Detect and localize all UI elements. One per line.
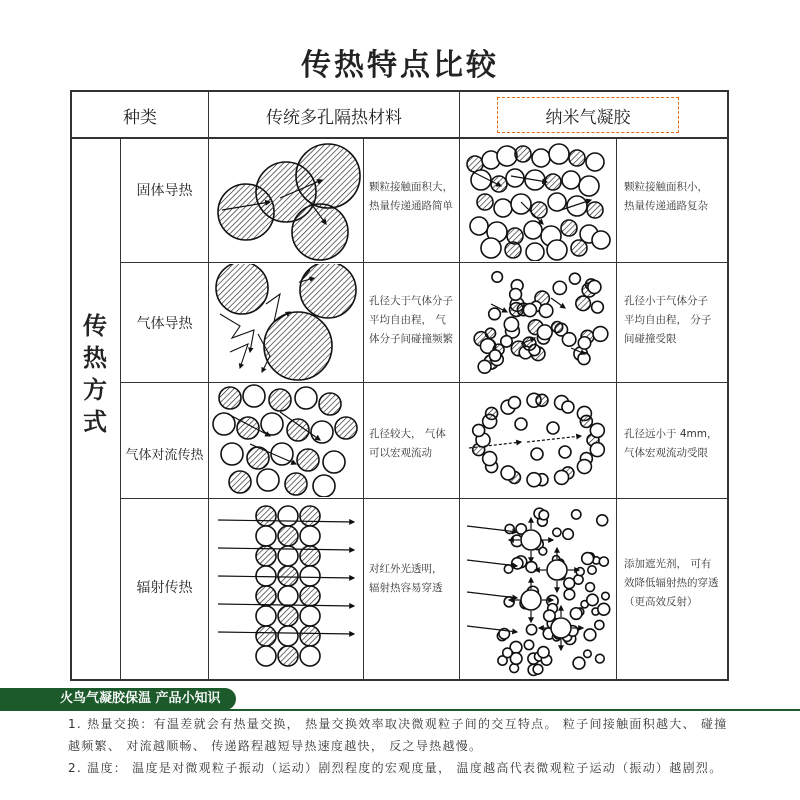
nano-particle bbox=[567, 196, 587, 216]
particle bbox=[256, 626, 276, 646]
small-particle bbox=[524, 640, 533, 649]
nano-particle bbox=[531, 202, 547, 218]
nano-particle bbox=[504, 317, 518, 331]
header-separator bbox=[70, 137, 729, 139]
nano-particle bbox=[569, 273, 580, 284]
trad-desc-radiation bbox=[369, 560, 461, 598]
particle bbox=[229, 471, 251, 493]
small-particle bbox=[584, 629, 596, 641]
nano-particle bbox=[483, 452, 497, 466]
side-char: 方 bbox=[83, 376, 107, 404]
knowledge-banner: 火鸟气凝胶保温 产品小知识 bbox=[0, 688, 236, 710]
small-particle bbox=[503, 648, 512, 657]
particle bbox=[256, 506, 276, 526]
small-particle bbox=[602, 592, 610, 600]
small-particle bbox=[538, 647, 549, 658]
nano-particle bbox=[494, 199, 512, 217]
small-particle bbox=[595, 620, 604, 629]
small-particle bbox=[526, 562, 537, 573]
small-particle bbox=[510, 664, 519, 673]
middle-divider bbox=[459, 138, 460, 680]
small-particle bbox=[576, 568, 584, 576]
particle bbox=[278, 526, 298, 546]
desc-line: 平均自由程， 分子 bbox=[624, 314, 712, 326]
nano-particle bbox=[527, 473, 541, 487]
particle bbox=[297, 449, 319, 471]
particle bbox=[278, 506, 298, 526]
desc-line: 平均自由程， 气 bbox=[369, 314, 446, 326]
particle bbox=[278, 586, 298, 606]
desc-line: 颗粒接触面积大， bbox=[369, 181, 453, 193]
nano-particle bbox=[590, 443, 604, 457]
aero-desc-solid bbox=[624, 178, 728, 216]
particle bbox=[335, 417, 357, 439]
page-title: 传热特点比较 bbox=[301, 48, 499, 83]
aerogel-radiation-illustration bbox=[461, 500, 615, 678]
desc-line: 辐射热容易穿透 bbox=[369, 582, 443, 594]
nano-particle bbox=[547, 240, 567, 260]
nano-particle bbox=[539, 304, 552, 317]
small-particle bbox=[504, 565, 512, 573]
nano-particle bbox=[555, 470, 569, 484]
side-char: 式 bbox=[83, 408, 107, 436]
row-label-solid: 固体导热 bbox=[136, 183, 193, 199]
particle bbox=[256, 566, 276, 586]
opacifier-particle bbox=[521, 530, 541, 550]
nano-particle bbox=[547, 422, 559, 434]
desc-line: 孔径远小于 4mm， bbox=[624, 428, 718, 440]
nano-particle bbox=[492, 272, 503, 283]
desc-line: 孔径大于气体分子 bbox=[369, 295, 453, 307]
desc-line: 孔径较大， 气体 bbox=[369, 428, 446, 440]
aero-desc-gas bbox=[624, 292, 728, 349]
nano-particle bbox=[559, 446, 571, 458]
side-column-divider bbox=[120, 138, 121, 680]
traditional-radiation-illustration bbox=[210, 500, 362, 678]
small-particle bbox=[539, 547, 547, 555]
arrow bbox=[551, 298, 565, 308]
particle bbox=[278, 626, 298, 646]
aero-desc-radiation bbox=[624, 555, 728, 612]
desc-line: 间碰撞受限 bbox=[624, 333, 677, 345]
opacifier-particle bbox=[551, 618, 571, 638]
nano-particle bbox=[571, 240, 587, 256]
header-traditional: 传统多孔隔热材料 bbox=[266, 108, 402, 128]
nano-particle bbox=[549, 144, 569, 164]
nano-particle bbox=[578, 337, 590, 349]
nano-particle bbox=[578, 353, 590, 365]
nano-particle bbox=[523, 337, 536, 350]
nano-particle bbox=[478, 360, 491, 373]
nano-particle bbox=[586, 153, 604, 171]
small-particle bbox=[570, 608, 582, 620]
small-particle bbox=[526, 625, 536, 635]
banner-underline bbox=[0, 709, 800, 711]
small-particle bbox=[539, 510, 548, 519]
nano-particle bbox=[489, 308, 501, 320]
large-particle bbox=[296, 144, 360, 208]
nano-particle bbox=[491, 176, 507, 192]
nano-particle bbox=[562, 333, 575, 346]
nano-particle bbox=[590, 423, 604, 437]
nano-particle bbox=[592, 301, 604, 313]
trad-desc-solid bbox=[369, 178, 461, 216]
small-particle bbox=[573, 657, 585, 669]
nano-particle bbox=[497, 146, 517, 166]
particle bbox=[269, 389, 291, 411]
nano-particle bbox=[523, 304, 536, 317]
large-particle bbox=[216, 264, 268, 314]
particle bbox=[300, 566, 320, 586]
nano-particle bbox=[477, 194, 493, 210]
nano-particle bbox=[553, 281, 566, 294]
desc-line: 热量传递通路复杂 bbox=[624, 200, 708, 212]
molecule-path bbox=[230, 344, 248, 368]
nano-particle bbox=[526, 243, 544, 261]
nano-particle bbox=[548, 193, 566, 211]
desc-line: 可以宏观流动 bbox=[369, 447, 432, 459]
nano-particle bbox=[593, 327, 608, 342]
nano-particle bbox=[501, 336, 512, 347]
particle bbox=[319, 393, 341, 415]
nano-particle bbox=[511, 194, 531, 214]
arrow bbox=[467, 592, 517, 598]
nano-particle bbox=[505, 242, 521, 258]
label-column-divider bbox=[208, 138, 209, 680]
note-heat-exchange-line1: 1. 热量交换：有温差就会有热量交换， 热量交换效率取决微观粒子间的交互特点。 粒子间接触面积越大、 碰撞 bbox=[68, 717, 728, 731]
small-particle bbox=[599, 557, 608, 566]
table-border-top bbox=[70, 90, 729, 92]
desc-line: （更高效反射） bbox=[624, 596, 698, 608]
small-particle bbox=[588, 566, 596, 574]
small-particle bbox=[544, 610, 555, 621]
arrow bbox=[467, 626, 517, 632]
nano-particle bbox=[576, 296, 591, 311]
nano-particle bbox=[537, 325, 552, 340]
particle bbox=[256, 606, 276, 626]
arrow bbox=[467, 560, 517, 566]
particle bbox=[313, 475, 335, 497]
small-particle bbox=[598, 603, 610, 615]
nano-particle bbox=[552, 321, 563, 332]
small-particle bbox=[504, 597, 514, 607]
nano-particle bbox=[569, 150, 585, 166]
row-divider-1 bbox=[120, 262, 728, 263]
desc-line: 热量传递通路简单 bbox=[369, 200, 453, 212]
nano-particle bbox=[515, 418, 527, 430]
note-heat-exchange-line2: 越频繁、 对流越顺畅、 传递路程越短导热速度越快， 反之导热越慢。 bbox=[68, 739, 483, 753]
nano-particle bbox=[588, 280, 601, 293]
nano-particle bbox=[470, 217, 488, 235]
particle bbox=[300, 506, 320, 526]
particle bbox=[285, 473, 307, 495]
aerogel-gas-conduction-illustration bbox=[461, 264, 615, 381]
row-label-gas: 气体导热 bbox=[136, 316, 193, 332]
particle bbox=[243, 385, 265, 407]
desc-line: 对红外光透明， bbox=[369, 563, 443, 575]
small-particle bbox=[505, 524, 514, 533]
arrow bbox=[527, 436, 581, 442]
particle bbox=[256, 586, 276, 606]
row-divider-3 bbox=[120, 498, 728, 499]
nano-particle bbox=[561, 220, 577, 236]
nano-particle bbox=[532, 149, 550, 167]
nano-particle bbox=[562, 401, 574, 413]
large-particle bbox=[292, 204, 348, 260]
nano-particle bbox=[473, 424, 485, 436]
nano-particle bbox=[524, 221, 542, 239]
row-divider-2 bbox=[120, 382, 728, 383]
particle bbox=[295, 387, 317, 409]
small-particle bbox=[572, 510, 581, 519]
desc-line: 体分子间碰撞频繁 bbox=[369, 333, 453, 345]
trad-desc-gas bbox=[369, 292, 461, 349]
nano-particle bbox=[508, 397, 520, 409]
nano-particle bbox=[489, 350, 500, 361]
small-particle bbox=[563, 529, 574, 540]
row-label-convection: 气体对流传热 bbox=[125, 448, 204, 463]
small-particle bbox=[586, 583, 595, 592]
desc-line: 颗粒接触面积小， bbox=[624, 181, 708, 193]
small-particle bbox=[584, 650, 592, 658]
aero-desc-convection bbox=[624, 425, 728, 463]
desc-line: 效降低辐射热的穿透 bbox=[624, 577, 719, 589]
nano-particle bbox=[481, 238, 501, 258]
particle bbox=[221, 443, 243, 465]
nano-particle bbox=[592, 231, 610, 249]
particle bbox=[219, 387, 241, 409]
particle bbox=[278, 646, 298, 666]
small-particle bbox=[564, 578, 575, 589]
nano-particle bbox=[501, 466, 515, 480]
particle bbox=[300, 526, 320, 546]
desc-line: 添加遮光剂， 可有 bbox=[624, 558, 712, 570]
side-char: 热 bbox=[83, 344, 107, 372]
opacifier-particle bbox=[547, 560, 567, 580]
particle bbox=[256, 646, 276, 666]
particle bbox=[311, 421, 333, 443]
heat-transfer-mode-label bbox=[70, 310, 120, 438]
traditional-convection-illustration bbox=[210, 384, 362, 497]
small-particle bbox=[533, 664, 543, 674]
note-temperature: 2. 温度： 温度是对微观粒子振动（运动）剧烈程度的宏观度量， 温度越高代表微观粒子运动（振动）越剧烈。 bbox=[68, 761, 723, 775]
nano-particle bbox=[545, 174, 561, 190]
particle bbox=[278, 566, 298, 586]
small-particle bbox=[553, 528, 561, 536]
particle bbox=[300, 626, 320, 646]
nano-particle bbox=[562, 171, 580, 189]
particle bbox=[261, 413, 283, 435]
particle bbox=[323, 451, 345, 473]
small-particle bbox=[564, 589, 575, 600]
desc-line: 气体宏观流动受限 bbox=[624, 447, 708, 459]
nano-particle bbox=[531, 448, 543, 460]
aero-desc-divider bbox=[616, 138, 617, 680]
particle bbox=[256, 526, 276, 546]
nano-particle bbox=[515, 146, 531, 162]
aerogel-solid-conduction-illustration bbox=[461, 140, 615, 261]
small-particle bbox=[595, 654, 604, 663]
trad-desc-divider bbox=[363, 138, 364, 680]
molecule-path bbox=[220, 314, 254, 352]
nano-particle bbox=[510, 289, 522, 301]
nano-particle bbox=[587, 202, 603, 218]
opacifier-particle bbox=[521, 590, 541, 610]
particle bbox=[300, 646, 320, 666]
aerogel-convection-illustration bbox=[461, 384, 615, 497]
nano-particle bbox=[577, 460, 591, 474]
nano-particle bbox=[536, 394, 548, 406]
small-particle bbox=[587, 594, 598, 605]
header-aerogel: 纳米气凝胶 bbox=[545, 108, 631, 128]
particle bbox=[300, 586, 320, 606]
traditional-gas-conduction-illustration bbox=[210, 264, 362, 381]
nano-particle bbox=[580, 415, 592, 427]
table-border-bottom bbox=[70, 679, 729, 681]
row-label-radiation: 辐射传热 bbox=[136, 580, 193, 596]
small-particle bbox=[512, 558, 523, 569]
particle bbox=[300, 606, 320, 626]
nano-particle bbox=[579, 176, 599, 196]
side-char: 传 bbox=[83, 312, 107, 340]
desc-line: 孔径小于气体分子 bbox=[624, 295, 708, 307]
small-particle bbox=[597, 515, 608, 526]
traditional-solid-conduction-illustration bbox=[210, 140, 362, 261]
small-particle bbox=[582, 553, 594, 565]
particle bbox=[278, 606, 298, 626]
header-type: 种类 bbox=[123, 108, 157, 128]
trad-desc-convection bbox=[369, 425, 461, 463]
particle bbox=[257, 469, 279, 491]
nano-particle bbox=[486, 407, 498, 419]
